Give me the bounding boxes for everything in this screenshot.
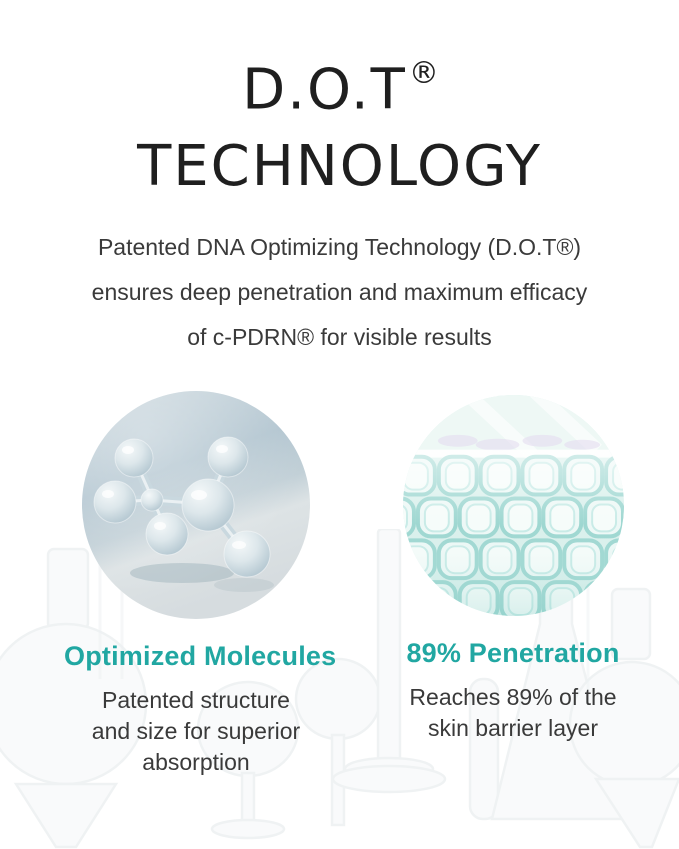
- feature-columns: [0, 391, 679, 778]
- goblet-base-shape: [212, 820, 284, 838]
- description-line: Reaches 89% of the: [409, 683, 617, 710]
- funnel-icon: [16, 784, 116, 847]
- description-line: skin barrier layer: [428, 714, 598, 741]
- cell-depth-overlay: [403, 449, 624, 615]
- feature-description: [391, 682, 635, 744]
- molecule-image: [82, 391, 310, 619]
- title-dot-text: D.O.T: [242, 57, 407, 123]
- registered-trademark-symbol: ®: [408, 56, 439, 91]
- title-line-1: [0, 42, 679, 129]
- description-line: Patented structure: [102, 686, 290, 713]
- molecule-shadow: [130, 563, 234, 583]
- feature-description: [64, 685, 328, 778]
- feature-89-percent-penetration: [391, 391, 635, 744]
- feature-optimized-molecules: [64, 391, 337, 778]
- feature-heading-89-penetration: 89% Penetration: [406, 637, 620, 668]
- title-line-2: TECHNOLOGY: [137, 133, 542, 199]
- molecule-shadow-small: [214, 578, 274, 592]
- goblet-stem-shape: [242, 773, 254, 825]
- description-line: absorption: [142, 748, 250, 775]
- description-line: and size for superior: [91, 717, 301, 744]
- intro-line-1: Patented DNA Optimizing Technology (D.O.T®): [97, 233, 582, 260]
- feature-heading-optimized-molecules: Optimized Molecules: [64, 640, 337, 671]
- skin-barrier-image: [403, 395, 624, 616]
- intro-line-3: of c-PDRN® for visible results: [187, 323, 492, 350]
- intro-paragraph: [0, 225, 679, 360]
- intro-line-2: ensures deep penetration and maximum efficacy: [91, 278, 588, 305]
- page-title: [0, 0, 679, 205]
